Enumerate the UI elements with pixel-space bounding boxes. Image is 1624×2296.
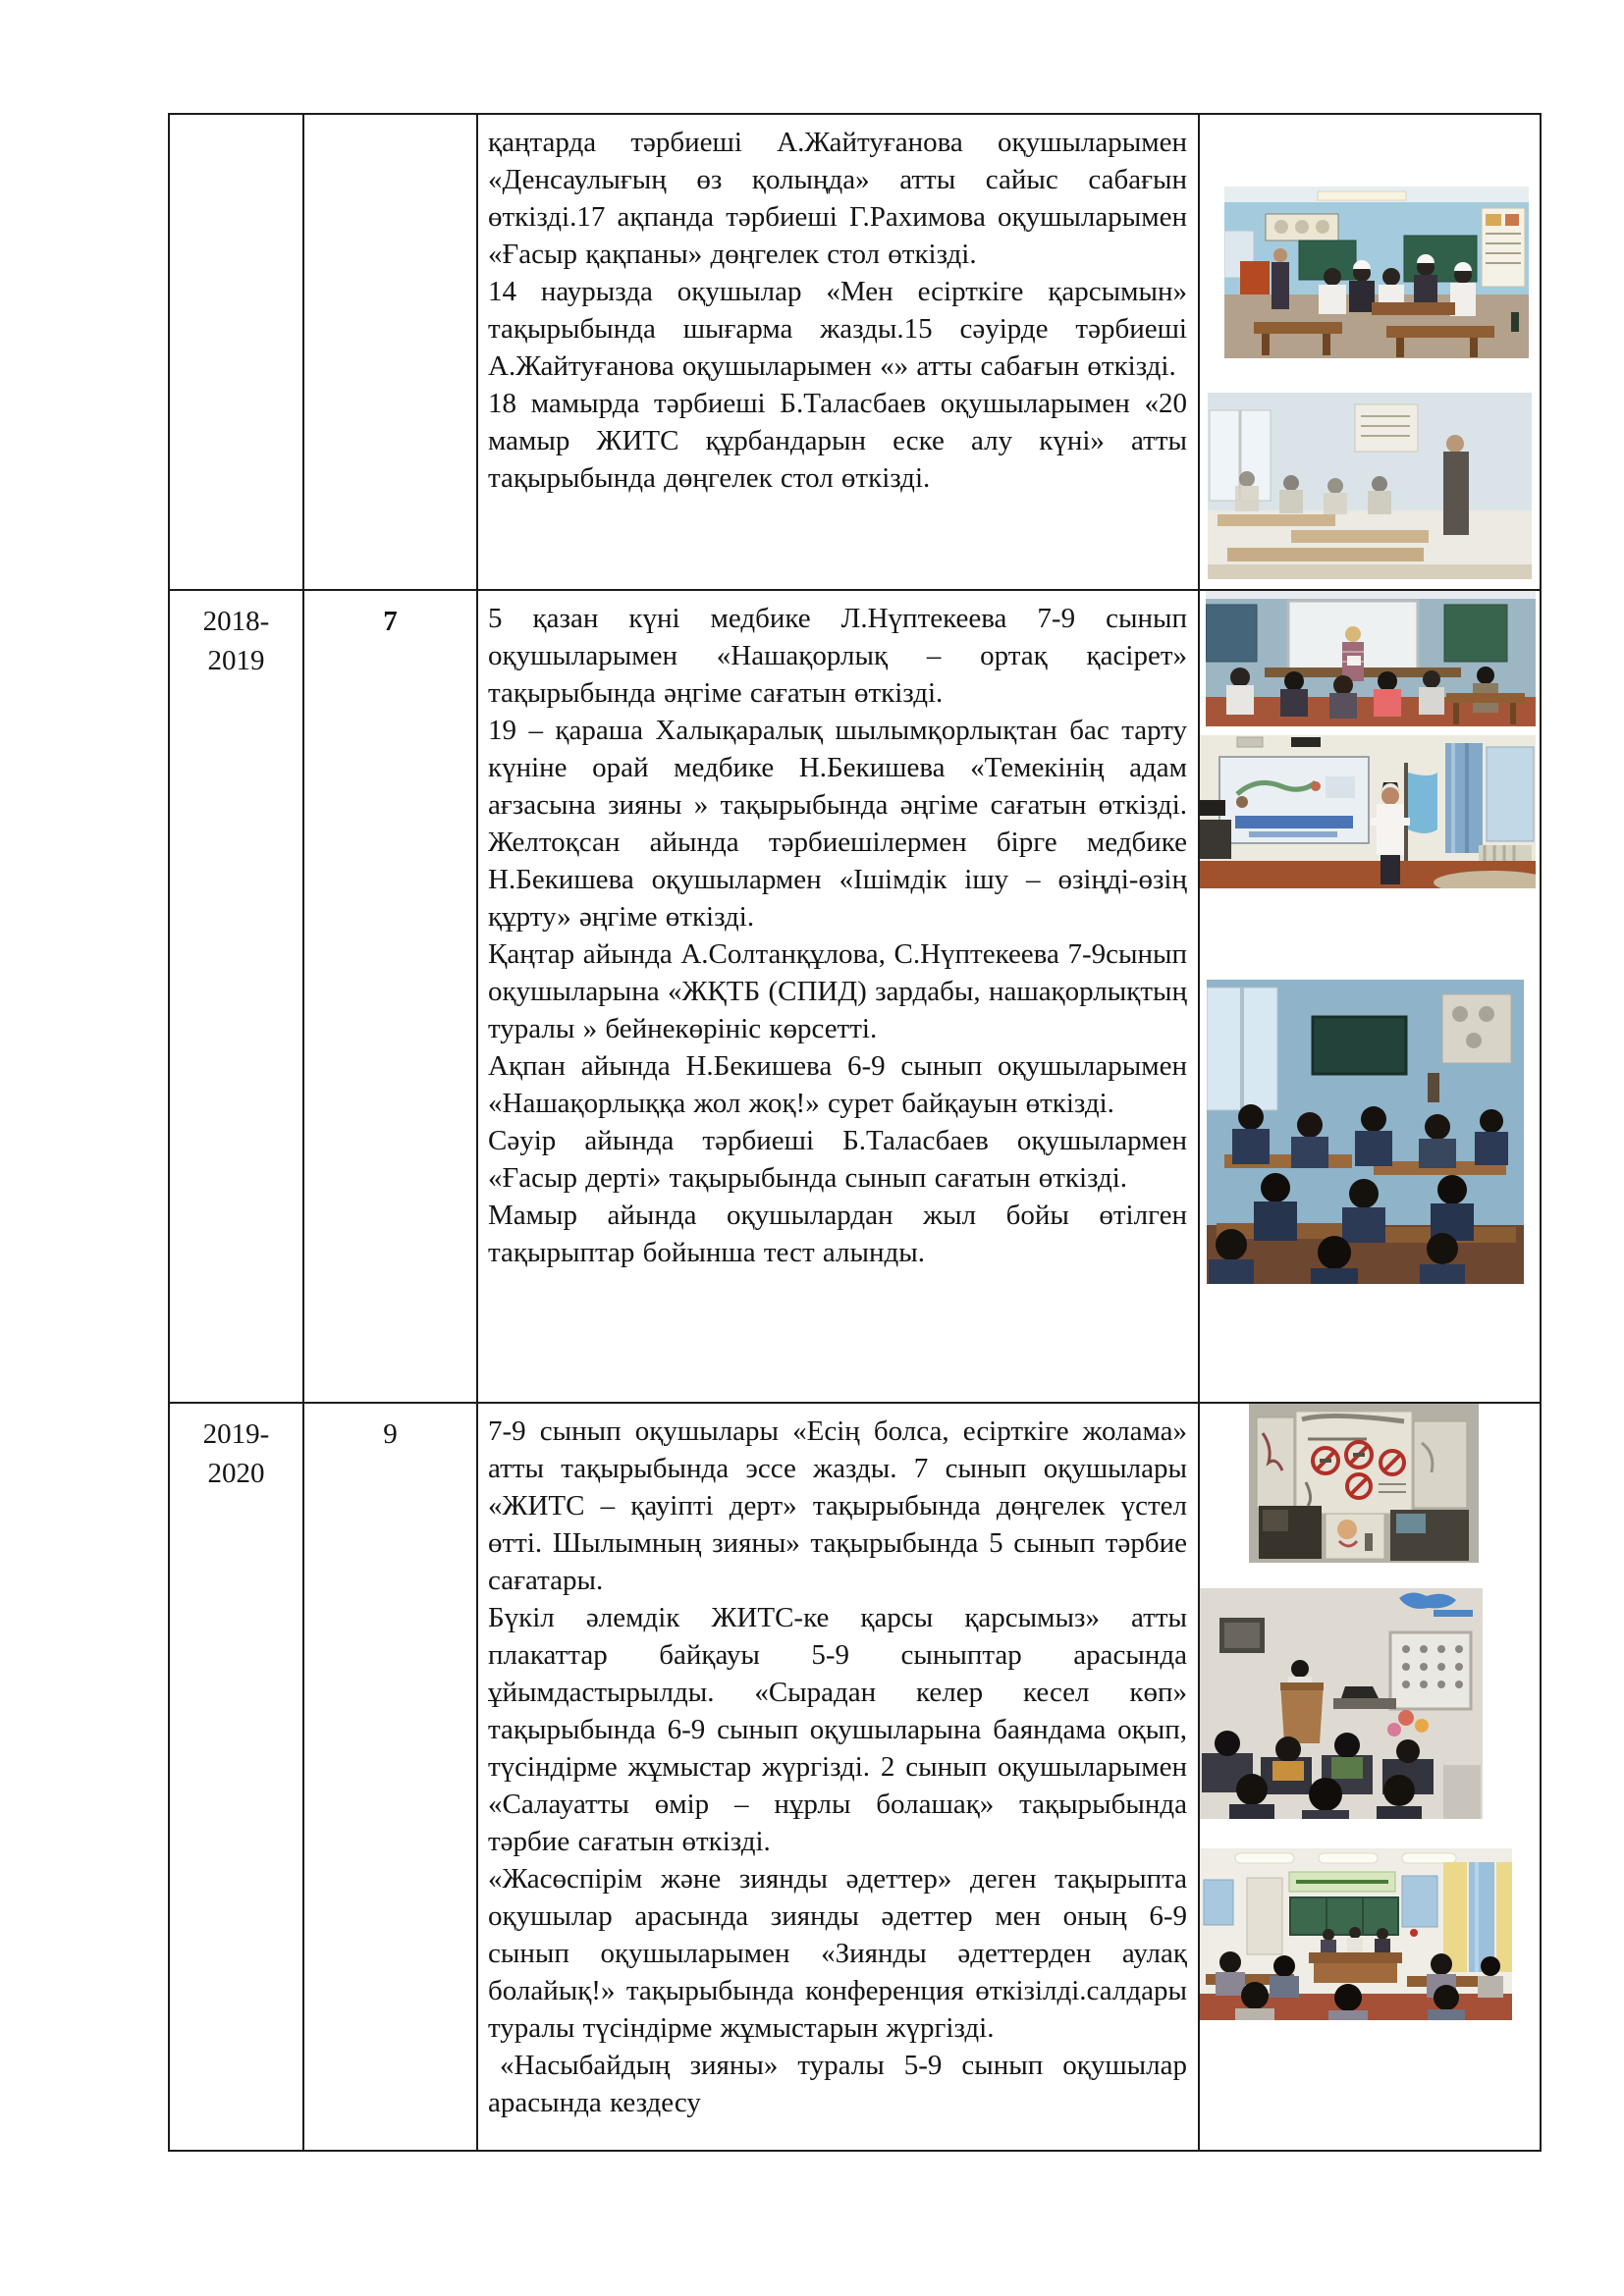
year-line: 2019 — [207, 645, 265, 676]
faded-classroom-guest-photo — [1208, 393, 1532, 579]
year-line: 2019- — [202, 1418, 270, 1450]
activity-paragraph: 14 наурызда оқушылар «Мен есірткіге қарсымын» тақырыбында шығарма жазды.15 сәуірде тәрбиеші А.Жайтуғанова оқушыларымен «» атты сабағын өткізді. — [488, 276, 1187, 382]
activity-paragraph: Сәуір айында тәрбиеші Б.Таласбаев оқушылармен «Ғасыр дерті» тақырыбында сынып сағатын өткізді. — [488, 1125, 1187, 1194]
count-value: 9 — [383, 1418, 398, 1450]
activity-paragraph: 19 – қараша Халықаралық шылымқорлықтан бас тарту күніне орай медбике Н.Бекишева «Темекінің адам ағзасына зияны » тақырыбында әңгіме сағатын өткізді. Желтоқсан айында тәрбиешілермен бірге медбике Н.Бекишева оқушылармен «Ішімдік ішу – өзіңді-өзің құрту» әңгіме өткізді. — [488, 715, 1187, 933]
photos-cell-row3 — [1199, 1403, 1541, 2151]
count-value — [304, 115, 476, 127]
activity-paragraph: қаңтарда тәрбиеші А.Жайтуғанова оқушыларымен «Денсаулығың өз қолыңда» атты сайыс сабағын өткізді.17 ақпанда тәрбиеші Г.Рахимова оқушыларымен «Ғасыр қақпаны» дөңгелек стол өткізді. — [488, 127, 1187, 270]
three-teachers-classroom-photo — [1199, 1848, 1512, 2020]
whiteboard-reading-photo — [1206, 591, 1536, 726]
students-backs-classroom-photo — [1207, 980, 1524, 1284]
year-line — [170, 127, 302, 129]
activities-cell-row2 — [477, 590, 1199, 1403]
nurse-presentation-screen-photo — [1199, 735, 1536, 888]
conference-podium-photo — [1199, 1588, 1483, 1819]
activity-paragraph: Ақпан айында Н.Бекишева 6-9 сынып оқушыларымен «Нашақорлыққа жол жоқ!» сурет байқауын өткізді. — [488, 1050, 1187, 1119]
year-line: 2018- — [202, 606, 270, 637]
year-line: 2020 — [207, 1458, 265, 1489]
classroom-group-contest-photo — [1224, 187, 1529, 358]
photos-cell-row2 — [1199, 590, 1541, 1403]
year-cell-row1 — [169, 114, 303, 590]
anti-smoking-posters-photo — [1249, 1404, 1479, 1563]
activity-paragraph: Қаңтар айында А.Солтанқұлова, С.Нүптекеева 7-9сынып оқушыларына «ЖҚТБ (СПИД) зардабы, нашақорлықтың туралы » бейнекөрініс көрсетті. — [488, 938, 1187, 1044]
activity-paragraph: «Насыбайдың зияны» туралы 5-9 сынып оқушылар арасында кездесу — [488, 2050, 1187, 2118]
year-cell-row3 — [169, 1403, 303, 2151]
activity-paragraph: 5 қазан күні медбике Л.Нүптекеева 7-9 сынып оқушыларымен «Нашақорлық – ортақ қасірет» тақырыбында әңгіме сағатын өткізді. — [488, 603, 1187, 709]
activity-paragraph: Мамыр айында оқушылардан жыл бойы өтілген тақырыптар бойынша тест алынды. — [488, 1200, 1187, 1268]
count-value: 7 — [383, 606, 398, 637]
activity-paragraph: «Жасөспірім және зиянды әдеттер» деген тақырыпта оқушылар арасында зиянды әдеттер мен оның 6-9 сынып оқушыларымен «Зиянды әдеттерден аулақ болайық!» тақырыбында конференция өткізілді.салдары туралы түсіндірме жұмыстарын жүргізді. — [488, 1863, 1187, 2044]
count-cell-row1 — [303, 114, 477, 590]
year-cell-row2 — [169, 590, 303, 1403]
activity-paragraph: 7-9 сынып оқушылары «Есің болса, есірткіге жолама» атты тақырыбында эссе жазды. 7 сынып оқушылары «ЖИТС – қауіпті дерт» тақырыбында дөңгелек үстел өтті. Шылымның зияны» тақырыбында 5 сынып тәрбие сағатары. — [488, 1415, 1187, 1596]
activity-table — [168, 113, 1542, 2152]
count-cell-row3 — [303, 1403, 477, 2151]
activity-paragraph: Бүкіл әлемдік ЖИТС-ке қарсы қарсымыз» атты плакаттар байқауы 5-9 сыныптар арасында ұйымдастырылды. «Сырадан келер кесел көп» тақырыбында 6-9 сынып оқушыларына баяндама оқып, түсіндірме жұмыстар жүргізді. 2 сынып оқушыларымен «Салауатты өмір – нұрлы болашақ» тақырыбында тәрбие сағатын өткізді. — [488, 1602, 1187, 1857]
activities-cell-row3 — [477, 1403, 1199, 2151]
photos-cell-row1 — [1199, 114, 1541, 590]
count-cell-row2 — [303, 590, 477, 1403]
activities-cell-row1 — [477, 114, 1199, 590]
activity-paragraph: 18 мамырда тәрбиеші Б.Таласбаев оқушыларымен «20 мамыр ЖИТС құрбандарын еске алу күні» атты тақырыбында дөңгелек стол өткізді. — [488, 388, 1187, 494]
